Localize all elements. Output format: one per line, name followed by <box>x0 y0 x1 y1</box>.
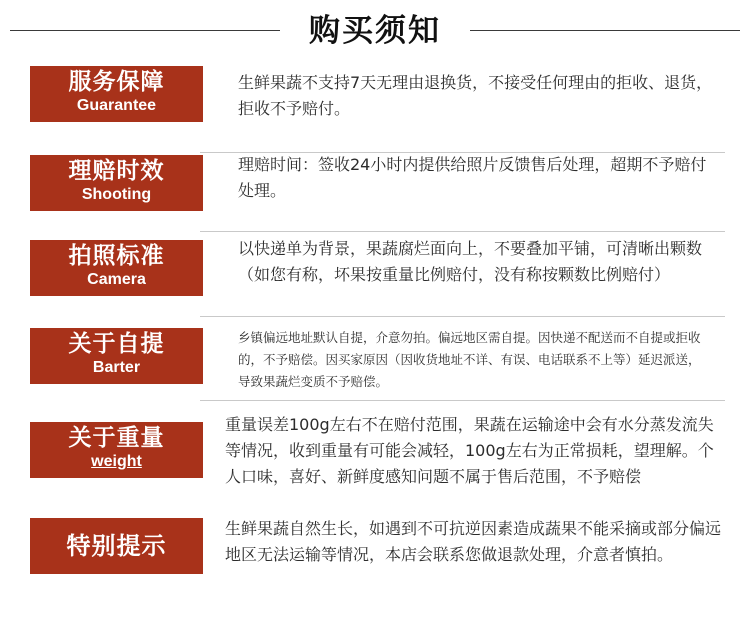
badge-title-en: Barter <box>92 359 141 376</box>
section-divider <box>200 231 725 232</box>
badge-title-zh: 拍照标准 <box>68 243 165 269</box>
section-text-camera: 以快递单为背景，果蔬腐烂面向上，不要叠加平铺，可清晰出颗数（如您有称，坏果按重量比例赔付，没有称按颗数比例赔付） <box>238 239 703 284</box>
badge-title-en: Shooting <box>81 186 152 203</box>
section-badge-special-notice <box>30 518 203 574</box>
header-rule-left <box>10 30 280 31</box>
badge-title-zh: 关于重量 <box>68 425 165 451</box>
section-badge-camera <box>30 240 203 296</box>
section-divider <box>200 400 725 401</box>
section-divider <box>200 316 725 317</box>
badge-title-zh: 特别提示 <box>66 532 167 560</box>
section-badge-shooting <box>30 155 203 211</box>
badge-title-en: Camera <box>87 271 146 288</box>
badge-title-en: weight <box>91 453 142 470</box>
header-rule-right <box>470 30 740 31</box>
section-text-weight: 重量误差100g左右不在赔付范围，果蔬在运输途中会有水分蒸发流失等情况，收到重量有可能会减轻，100g左右为正常损耗，望理解。个人口味，喜好、新鲜度感知问题不属于售后范围，不予赔偿 <box>225 415 714 486</box>
section-badge-barter <box>30 328 203 384</box>
page-title: 购买须知 <box>309 13 441 49</box>
section-badge-weight <box>30 422 203 478</box>
badge-title-zh: 服务保障 <box>68 69 165 95</box>
badge-title-en: Guarantee <box>76 97 157 114</box>
section-text-guarantee: 生鲜果蔬不支持7天无理由退换货，不接受任何理由的拒收、退货，拒收不予赔付。 <box>238 73 713 118</box>
page-header <box>0 0 750 60</box>
badge-title-zh: 关于自提 <box>68 331 165 357</box>
badge-title-zh: 理赔时效 <box>68 158 165 184</box>
section-text-shooting: 理赔时间：签收24小时内提供给照片反馈售后处理，超期不予赔付处理。 <box>238 155 707 200</box>
section-text-special-notice: 生鲜果蔬自然生长，如遇到不可抗逆因素造成蔬果不能采摘或部分偏远地区无法运输等情况，本店会联系您做退款处理，介意者慎拍。 <box>225 519 722 564</box>
section-badge-guarantee <box>30 66 203 122</box>
section-text-barter: 乡镇偏远地址默认自提，介意勿拍。偏远地区需自提。因快递不配送而不自提或拒收的，不予赔偿。因买家原因（因收货地址不详、有误、电话联系不上等）延迟派送，导致果蔬烂变质不予赔偿。 <box>238 330 701 389</box>
